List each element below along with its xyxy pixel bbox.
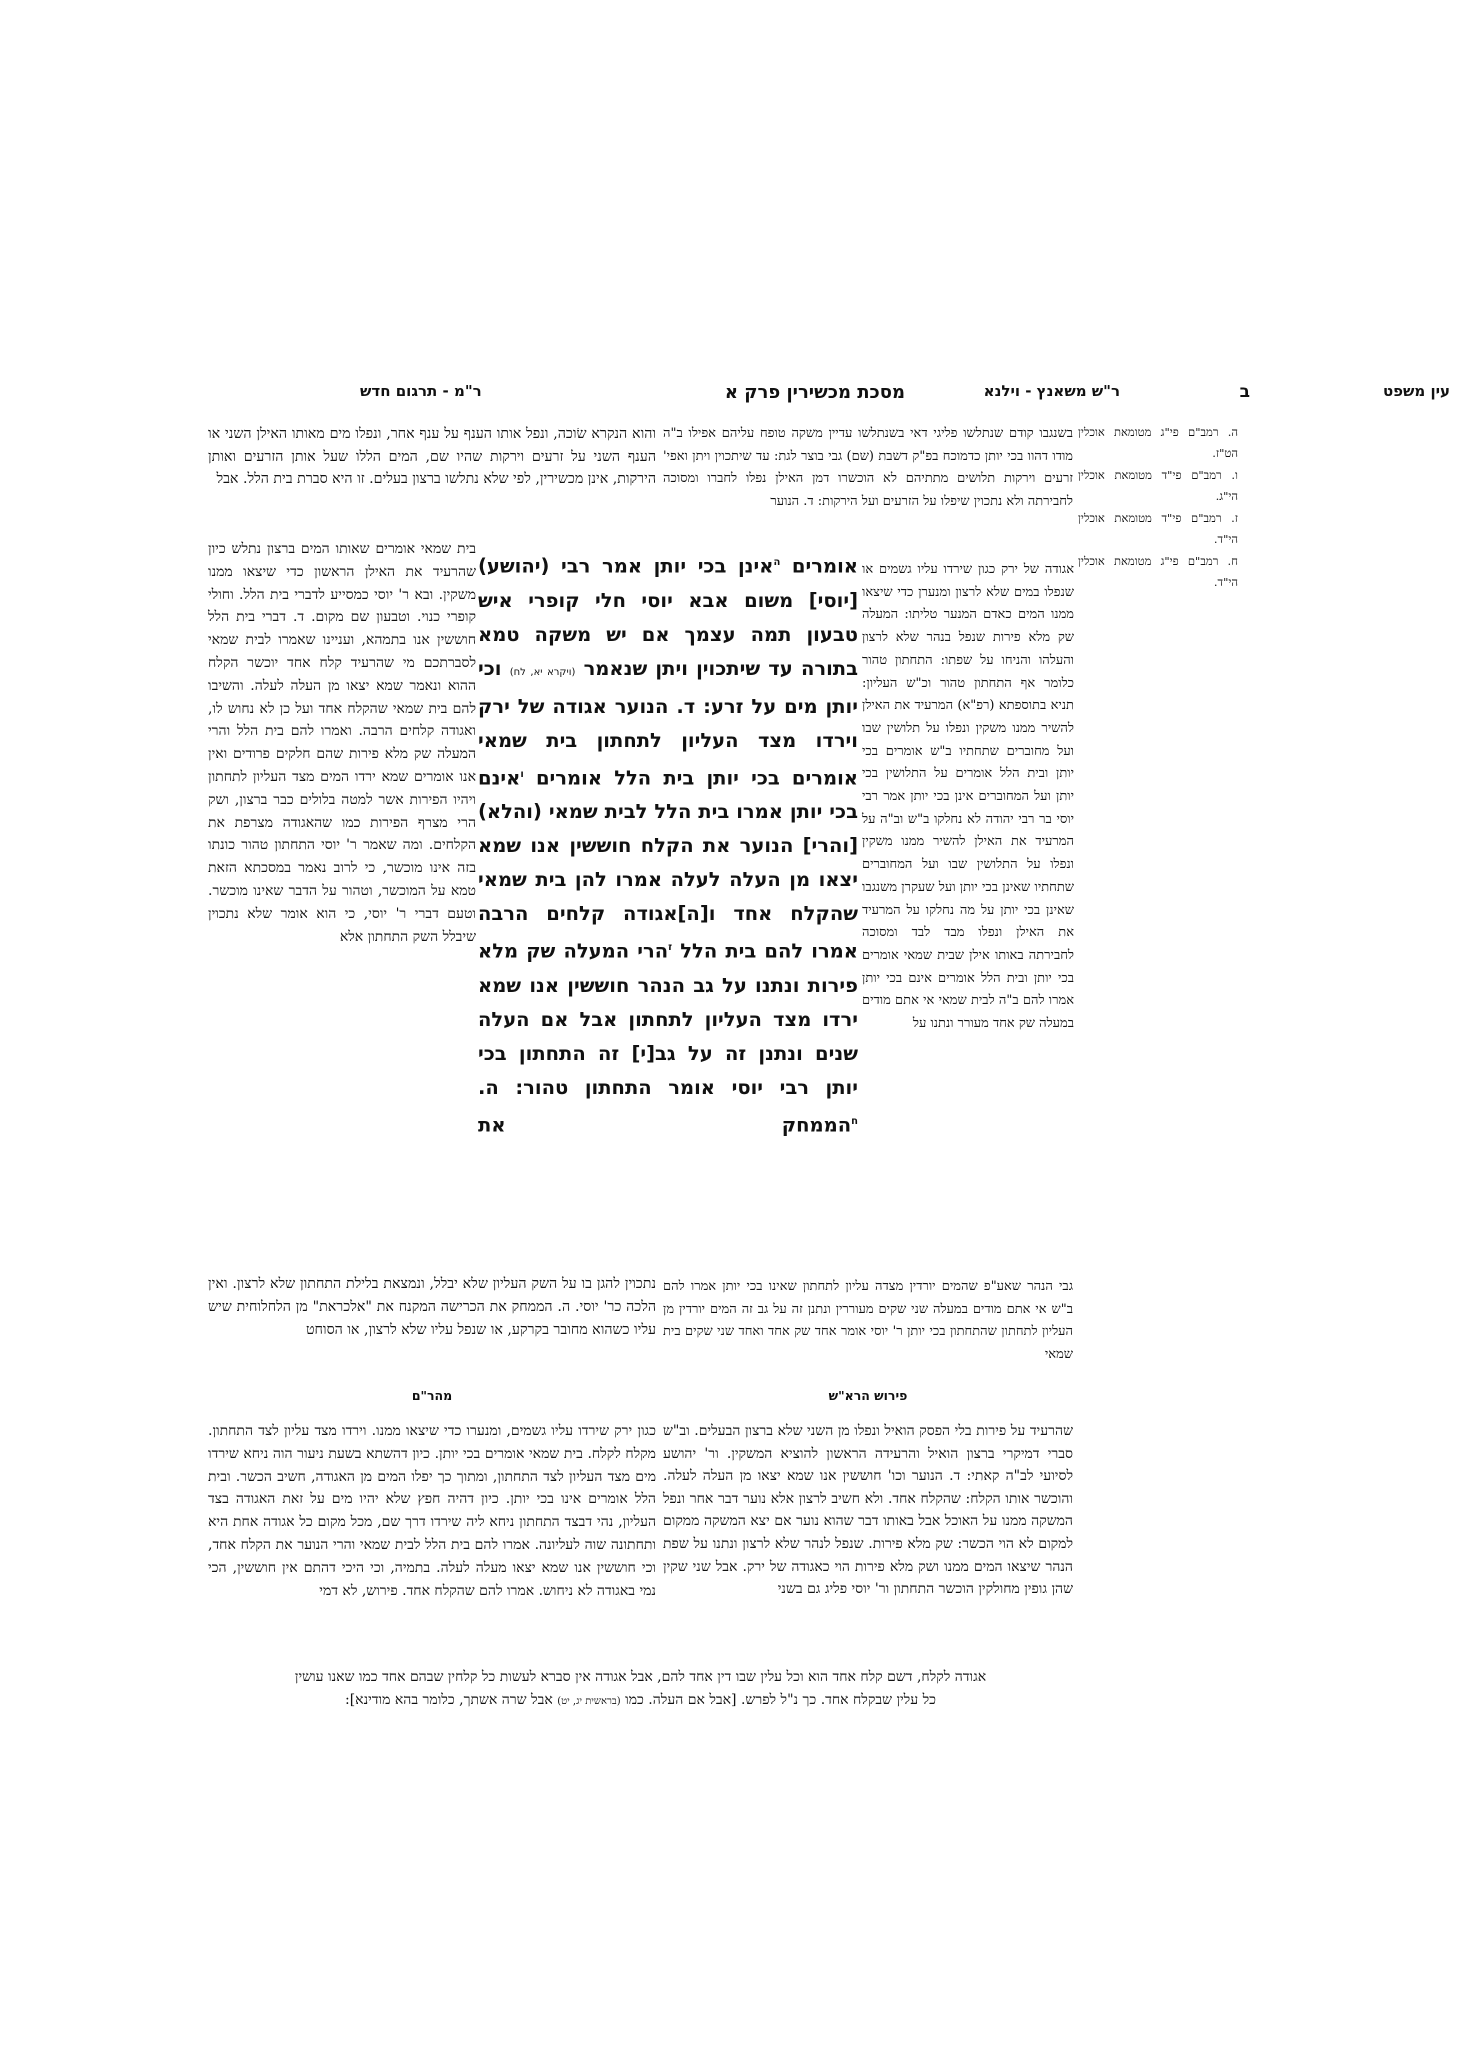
rambam-commentary-side (208, 538, 476, 948)
maharam-text: כגון ירק שירדו עליו גשמים, ומנערו כדי שיצאו ממנו. וירדו מצד עליון לצד התחתון. מקלח לקלח. בית שמאי אומרים בכי יותן. כיון דהשתא בשעת ניעור הוה ניחא שירדו מים מצד העליון לצד התחתון, ומתוך כך יפלו המים מן האגודה, חשיב הכשר. ובית הלל אומרים אינו בכי יותן. כיון דהיה חפץ שלא יהיו מים על זאת האגודה בצד העליון, נהי דבצד התחתון ניחא ליה שירדו דרך שם, מכל מקום כל אגודה אחת היא ותחתונה שוה לעליונה. אמרו להם בית הלל לבית שמאי והרי הנוער את הקלח אחד, וכי חוששין אנו שמא יצאו מעלה לעלה. בתמיה, וכי היכי דהתם אין חוששין, הכי נמי באגודה לא ניחוש. אמרו להם שהקלח אחד. פירוש, לא דמי (208, 1423, 656, 1599)
header-ein-mishpat: עין משפט (1382, 382, 1450, 400)
header-rash-label: ר"ש משאנץ - וילנא (983, 382, 1120, 400)
rash-commentary-side (862, 559, 1074, 1036)
ein-mishpat-entry: ח. רמב"ם פי"ג מטומאת אוכלין הי"ד. (1078, 554, 1238, 589)
footnote-marker: ז (668, 942, 673, 953)
rash-text: בשנגבו קודם שנתלשו פליגי דאי בשנתלשו עדיין משקה טופח עליהם אפילו ב"ה מודו דהוו בכי יותן כדמוכח בפ"ק דשבת (שם) גבי בוצר לגת: עד שיתכוין ויתן ואפי' זרעים וירקות תלושים מתתיהם לא הוכשרו דמן האילן נפלו לחברו ומסוכה לחבירתה ולא נתכוין שיפלו על הזרעים ועל הירקות: ד. הנוער (663, 426, 1073, 509)
header-rambam-label: ר"מ - תרגום חדש (360, 382, 482, 400)
header-tractate-title: מסכת מכשירין פרק א (724, 382, 905, 403)
rosh-section-title: פירוש הרא"ש (828, 1388, 908, 1403)
ein-mishpat-entry: ה. רמב"ם פי"ג מטומאת אוכלין הט"ז. (1078, 425, 1238, 460)
footnote-marker: ו (520, 768, 524, 780)
mishna-text: אומרים $^ה$אינן בכי יותן אמר רבי (יהושע) [יוסי] משום אבא יוסי חלי קופרי איש טבעון תמה עצמך אם יש משקה טמא בתורה עד שיתכוין ויתן שנאמר (ויקרא יא, לח) וכי יותן מים על זרע: ד. הנוער אגודה של ירק וירדו מצד העליון לתחתון בית שמאי אומרים בכי יותן בית הלל אומרים $^ו$אינם בכי יותן אמרו בית הלל לבית שמאי (והלא) [והרי] הנוער את הקלח חוששין אנו שמא יצאו מן העלה לעלה אמרו להן בית שמאי שהקלח אחד ו[ה]אגודה קלחים הרבה אמרו להם בית הלל $^ז$הרי המעלה שק מלא פירות ונתנו על גב הנהר חוששין אנו שמא ירדו מצד העליון לתחתון אבל אם העלה שנים ונתנן זה על גב[י] זה התחתון בכי יותן רבי יוסי אומר התחתון טהור: ה. $^ח$הממחק את (478, 554, 858, 1136)
ein-mishpat-column (1078, 422, 1238, 594)
rosh-text: שהרעיד על פירות בלי הפסק הואיל ונפלו מן השני שלא ברצון הבעלים. וב"ש סברי דמיקרי ברצון הואיל והרעידה הראשון להוציא המשקין. ור' יהושע לסיועי לב"ה קאתי: ד. הנוער וכו' חוששין אנו שמא יצאו מן העלה לעלה. והוכשר אותו הקלח: שהקלח אחד. ולא חשיב לרצון אלא נוער דבר אחר ונפל המשקה ממנו על האוכל אבל באותו דבר שהוא נוער אם יצא המשקה ממקום למקום לא הוי הכשר: שק מלא פירות. שנפל לנהר שלא לרצון ונתנו על שפת הנהר שיצאו המים ממנו ושק מלא פירות הוי כאגודה של ירק. אבל שני שקין שהן גופין מחולקין הוכשר התחתון ור' יוסי פליג גם בשני (663, 1423, 1073, 1598)
closing-lines (208, 1666, 1073, 1714)
page-header (360, 382, 1450, 408)
rambam-commentary-bottom (208, 1273, 656, 1341)
rambam-text: נתכוין להגן בו על השק העליון שלא יבלל, ונמצאת בלילת התחתון שלא לרצון. ואין הלכה כר' יוסי. ה. הממחק את הכרישה המקנח את "אלכראת" מן הלחלוחית שיש עליו כשהוא מחובר בקרקע, או שנפל עליו שלא לרצון, או הסוחט (208, 1276, 656, 1338)
header-page-letter: ב (1239, 382, 1250, 402)
closing-line: כל עלין שבקלח אחד. כך נ"ל לפרש. [אבל אם העלה. כמו (בראשית יג, יט) אבל שרה אשתך, כלומר בהא מודינא]: (345, 1691, 936, 1708)
maharam-section-title: מהר"ם (411, 1388, 453, 1403)
rosh-commentary (663, 1420, 1073, 1601)
rash-text: אגודה של ירק כגון שירדו עליו גשמים או שנפלו במים שלא לרצון ומנערן כדי שיצאו ממנו המים כאדם המנער טליתו: המעלה שק מלא פירות שנפל בנהר שלא לרצון והעלהו והניחו על שפתו: התחתון טהור כלומר אף התחתון טהור וכ"ש העליון: תניא בתוספתא (רפ"א) המרעיד את האילן להשיר ממנו משקין ונפלו על תלושין שבו ועל מחוברים שתחתיו ב"ש אומרים בכי יותן ובית הלל אומרים על התלושין בכי יותן ועל המחוברים אינן בכי יותן אמר רבי יוסי בר רבי יהודה לא נחלקו ב"ש וב"ה על המרעיד את האילן להשיר ממנו משקין ונפלו על התלושין שבו ועל המחוברים שתחתיו שאינן בכי יותן ועל שעקרן משנגבו שאינן בכי יותן על מה נחלקו על המרעיד את האילן ונפלו מבד לבד ומסוכה לחבירתה באותו אילן שבית שמאי אומרים בכי יותן ובית הלל אומרים אינם בכי יותן אמרו להם ב"ה לבית שמאי אי אתם מודים במעלה שק אחד מעורר ונתנו על (862, 562, 1074, 1032)
rash-text: גבי הנהר שאע"פ שהמים יורדין מצדה עליון לתחתון שאינו בכי יותן אמרו להם ב"ש אי אתם מודים במעלה שני שקים מעוררין ונתנן זה על גב זה המים יורדין מן העליון לתחתון שהתחתון בכי יותן ר' יוסי אומר אחד שק אחד ואחד שני שקים בית שמאי (663, 1279, 1073, 1362)
closing-line: אגודה לקלח, דשם קלח אחד הוא וכל עלין שבו דין אחד להם, אבל אגודה אין סברא לעשות כל קלחין שבהם אחד כמו שאנו עושין (294, 1669, 987, 1685)
ein-mishpat-entry: ו. רמב"ם פי"ד מטומאת אוכלין הי"ג. (1078, 468, 1238, 503)
footnote-marker: ה (773, 557, 781, 568)
rash-commentary-top (663, 423, 1073, 513)
rambam-commentary-top (208, 423, 656, 491)
rambam-text: בית שמאי אומרים שאותו המים ברצון נתלש כיון שהרעיד את האילן הראשון כדי שיצאו ממנו משקין. ובא ר' יוסי כמסייע לדברי בית הלל. וחולי קופרי כנוי. וטבעון שם מקום. ד. דברי בית הלל חוששין אנו בתמהא, ועניינו שאמרו לבית שמאי לסברתכם מי שהרעיד קלח אחד יוכשר הקלח ההוא ונאמר שמא יצאו מן העלה לעלה. והשיבו להם בית שמאי שהקלח אחד ועל כן לא נחוש לו, ואגודה קלחים הרבה. ואמרו להם בית הלל והרי המעלה שק מלא פירות שהם חלקים פרודים ואין אנו אומרים שמא ירדו המים מצד העליון לתחתון ויהיו הפירות אשר למטה בלולים כבר ברצון, ושק הרי מצרף הפירות כמו שהאגודה מצרפת את הקלחים. ומה שאמר ר' יוסי התחתון טהור כונתו בזה אינו מוכשר, כי לרוב נאמר במסכתא הזאת טמא על המוכשר, וטהור על הדבר שאינו מוכשר. וטעם דברי ר' יוסי, כי הוא אומר שלא נתכוין שיבלל השק התחתון אלא (208, 541, 476, 945)
verse-reference: (בראשית יג, יט) (557, 1695, 621, 1707)
verse-reference: (ויקרא יא, לח) (509, 666, 576, 678)
ein-mishpat-entry: ז. רמב"ם פי"ד מטומאת אוכלין הי"ד. (1078, 511, 1238, 546)
maharam-commentary (208, 1420, 656, 1602)
rambam-text: והוא הנקרא שׂוכה, ונפל אותו הענף על ענף אחר, ונפלו מים מאותו האילן השני או הענף השני על זרעים וירקות שהיו שם, המים הללו שעל אותן הזרעים ואותן הירקות, אינן מכשירין, לפי שלא נתלשו ברצון בעלים. זו היא סברת בית הלל. אבל (208, 426, 656, 488)
rash-commentary-bottom (663, 1276, 1073, 1366)
footnote-marker: ח (851, 1115, 858, 1127)
